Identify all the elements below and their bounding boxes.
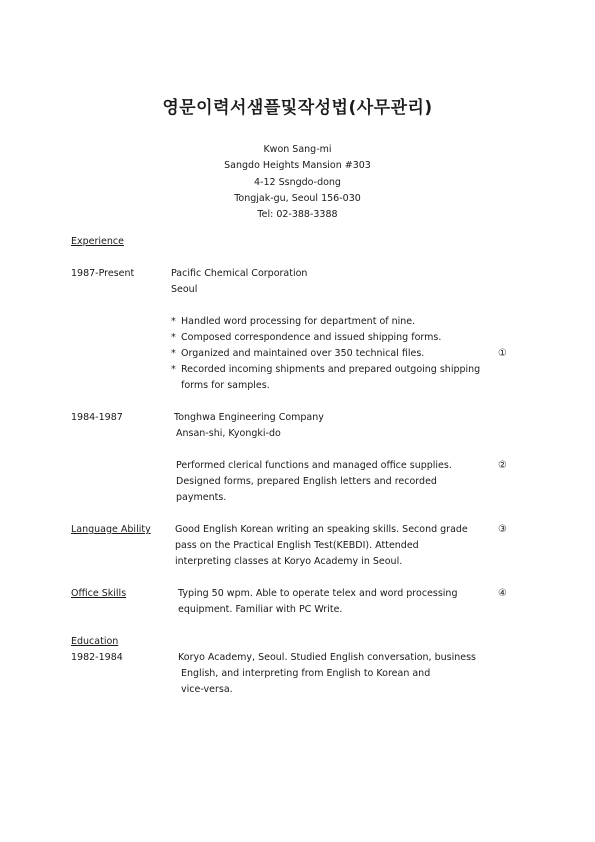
language-heading: Language Ability xyxy=(71,524,151,535)
job1-bullet-3: * Organized and maintained over 350 technical files. xyxy=(171,346,424,362)
job2-line-3: payments. xyxy=(176,492,227,503)
contact-address-line-1: Sangdo Heights Mansion #303 xyxy=(224,160,371,172)
job2-line-2: Designed forms, prepared English letters and recorded xyxy=(176,476,437,487)
contact-address-line-3: Tongjak-gu, Seoul 156-030 xyxy=(234,192,361,204)
language-line-1: Good English Korean writing an speaking skills. Second grade xyxy=(175,524,468,535)
bullet-star-icon: * xyxy=(171,364,176,375)
contact-address-line-2: 4-12 Ssngdo-dong xyxy=(254,176,341,188)
contact-block xyxy=(0,142,595,223)
job2-location: Ansan-shi, Kyongki-do xyxy=(176,428,281,439)
job2-company: Tonghwa Engineering Company xyxy=(174,412,324,423)
office-heading: Office Skills xyxy=(71,588,127,599)
job1-bullet-2: * Composed correspondence and issued shipping forms. xyxy=(171,330,441,346)
job1-company: Pacific Chemical Corporation xyxy=(171,268,308,279)
job2-period: 1984-1987 xyxy=(71,412,123,423)
job1-location: Seoul xyxy=(171,284,198,295)
job2-line-1: Performed clerical functions and managed office supplies. xyxy=(176,460,452,471)
education-line-3: vice-versa. xyxy=(181,684,233,695)
bullet-star-icon: * xyxy=(171,348,176,359)
job1-bullet-4-continued: forms for samples. xyxy=(181,380,270,391)
contact-tel: Tel: 02-388-3388 xyxy=(257,209,338,221)
contact-name: Kwon Sang-mi xyxy=(263,144,332,155)
office-line-2: equipment. Familiar with PC Write. xyxy=(178,604,343,615)
language-line-2: pass on the Practical English Test(KEBDI). Attended xyxy=(175,540,419,551)
document-title: 영문이력서샘플및작성법(사무관리) xyxy=(162,98,433,118)
bullet-star-icon: * xyxy=(171,332,176,343)
language-marker: ③ xyxy=(498,524,507,535)
education-line-2: English, and interpreting from English to Korean and xyxy=(181,668,431,679)
education-heading: Education xyxy=(71,636,119,647)
office-marker: ④ xyxy=(498,588,507,599)
office-line-1: Typing 50 wpm. Able to operate telex and word processing xyxy=(178,588,458,599)
education-period: 1982-1984 xyxy=(71,652,123,663)
job1-bullet-4: * Recorded incoming shipments and prepared outgoing shipping xyxy=(171,362,480,378)
education-line-1: Koryo Academy, Seoul. Studied English conversation, business xyxy=(178,652,476,663)
job1-marker: ① xyxy=(498,348,507,359)
job1-period: 1987-Present xyxy=(71,268,135,279)
language-line-3: interpreting classes at Koryo Academy in Seoul. xyxy=(175,556,403,567)
bullet-star-icon: * xyxy=(171,316,176,327)
job1-bullet-1: * Handled word processing for department of nine. xyxy=(171,314,415,330)
job2-marker: ② xyxy=(498,460,507,471)
experience-heading: Experience xyxy=(71,236,124,247)
